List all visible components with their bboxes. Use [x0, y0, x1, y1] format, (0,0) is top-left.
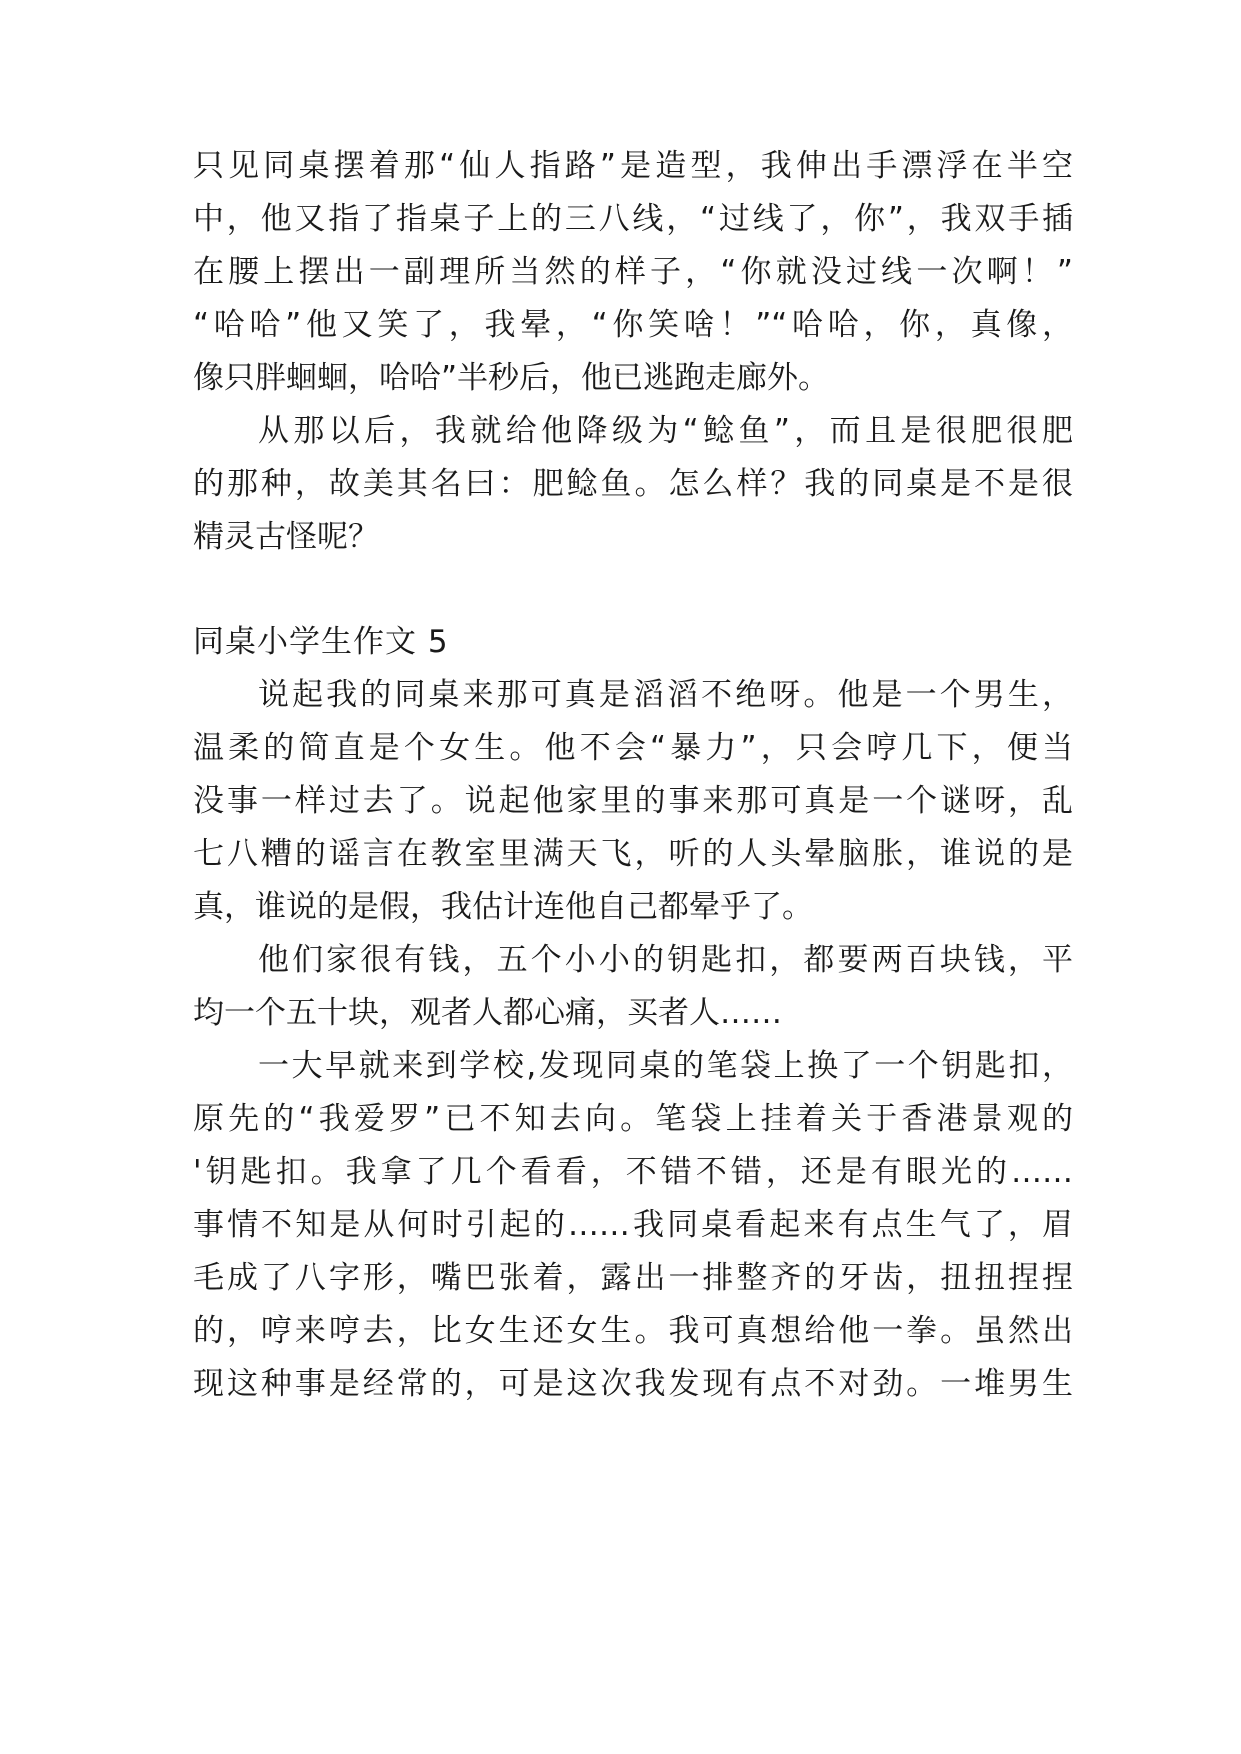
- text-line: '钥匙扣。我拿了几个看看，不错不错，还是有眼光的……: [193, 1154, 1073, 1190]
- text-line: 只见同桌摆着那“仙人指路”是造型，我伸出手漂浮在半空: [193, 148, 1073, 184]
- text-line: 没事一样过去了。说起他家里的事来那可真是一个谜呀，乱: [193, 783, 1073, 819]
- text-line: 事情不知是从何时引起的……我同桌看起来有点生气了，眉: [193, 1207, 1073, 1243]
- essay-title: 同桌小学生作文 5: [193, 624, 449, 660]
- text-line: 七八糟的谣言在教室里满天飞，听的人头晕脑胀，谁说的是: [193, 836, 1073, 872]
- text-line: 说起我的同桌来那可真是滔滔不绝呀。他是一个男生，: [258, 677, 1073, 713]
- text-line: 精灵古怪呢？: [193, 519, 379, 555]
- text-line: “哈哈”他又笑了，我晕，“你笑啥！”“哈哈，你，真像，: [193, 307, 1073, 343]
- text-line: 从那以后，我就给他降级为“鲶鱼”，而且是很肥很肥: [258, 413, 1073, 449]
- text-line: 现这种事是经常的，可是这次我发现有点不对劲。一堆男生: [193, 1366, 1073, 1402]
- text-line: 毛成了八字形，嘴巴张着，露出一排整齐的牙齿，扭扭捏捏: [193, 1260, 1073, 1296]
- text-line: 真，谁说的是假，我估计连他自己都晕乎了。: [193, 889, 813, 925]
- text-line: 的那种，故美其名曰：肥鲶鱼。怎么样？我的同桌是不是很: [193, 466, 1073, 502]
- text-line: 他们家很有钱，五个小小的钥匙扣，都要两百块钱，平: [258, 942, 1073, 978]
- text-line: 像只胖蛔蛔，哈哈”半秒后，他已逃跑走廊外。: [193, 360, 830, 396]
- text-line: 原先的“我爱罗”已不知去向。笔袋上挂着关于香港景观的: [193, 1101, 1073, 1137]
- text-line: 均一个五十块，观者人都心痛，买者人……: [193, 995, 782, 1031]
- text-line: 温柔的简直是个女生。他不会“暴力”，只会哼几下，便当: [193, 730, 1073, 766]
- text-line: 一大早就来到学校,发现同桌的笔袋上换了一个钥匙扣，: [258, 1048, 1073, 1084]
- text-line: 中，他又指了指桌子上的三八线，“过线了，你”，我双手插: [193, 201, 1073, 237]
- text-line: 的，哼来哼去，比女生还女生。我可真想给他一拳。虽然出: [193, 1313, 1073, 1349]
- text-line: 在腰上摆出一副理所当然的样子，“你就没过线一次啊！”: [193, 254, 1073, 290]
